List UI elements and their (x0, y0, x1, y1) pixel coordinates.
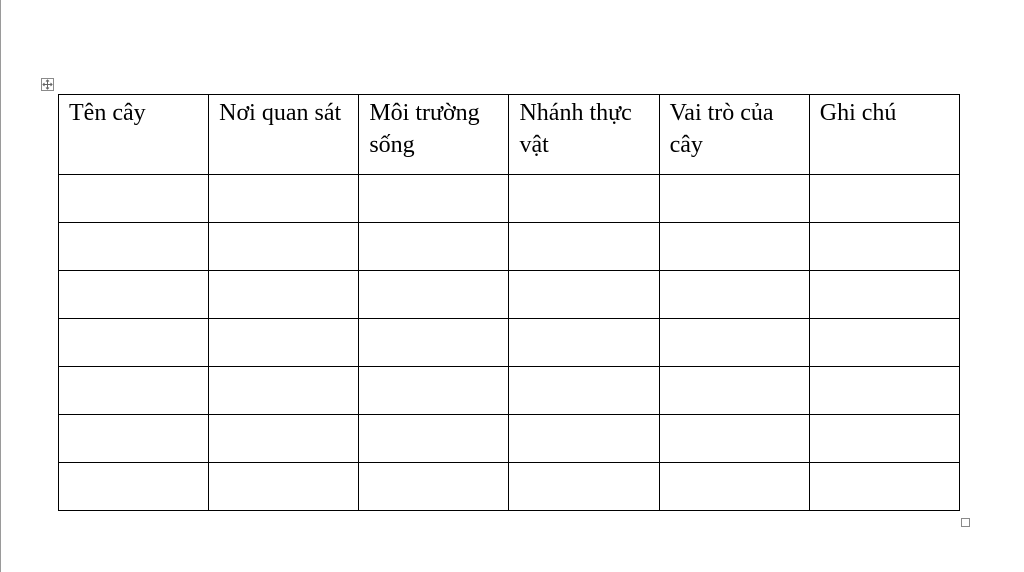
observation-table (58, 94, 960, 511)
table-cell[interactable] (209, 415, 359, 463)
table-body (59, 175, 960, 511)
header-moi-truong-song[interactable]: Môi trường sống (359, 95, 509, 175)
table-header-row (59, 95, 960, 175)
table-cell[interactable] (209, 175, 359, 223)
table-row (59, 367, 960, 415)
table-row (59, 271, 960, 319)
table-cell[interactable] (509, 319, 659, 367)
table-cell[interactable] (509, 415, 659, 463)
table-row (59, 223, 960, 271)
table-cell[interactable] (59, 319, 209, 367)
table-cell[interactable] (209, 223, 359, 271)
table-move-handle-icon[interactable] (41, 78, 54, 91)
table-cell[interactable] (809, 271, 959, 319)
table-row (59, 175, 960, 223)
table-cell[interactable] (509, 367, 659, 415)
header-nhanh-thuc-vat[interactable]: Nhánh thực vật (509, 95, 659, 175)
table-cell[interactable] (659, 367, 809, 415)
table-row (59, 463, 960, 511)
table-cell[interactable] (659, 319, 809, 367)
table-cell[interactable] (809, 463, 959, 511)
table-cell[interactable] (809, 223, 959, 271)
table-cell[interactable] (809, 415, 959, 463)
table-cell[interactable] (509, 223, 659, 271)
table-resize-handle-icon[interactable] (961, 518, 970, 527)
table-cell[interactable] (809, 319, 959, 367)
table-cell[interactable] (209, 271, 359, 319)
page-left-edge (0, 0, 1, 572)
table-cell[interactable] (659, 175, 809, 223)
table-cell[interactable] (659, 271, 809, 319)
table-row (59, 319, 960, 367)
header-noi-quan-sat[interactable]: Nơi quan sát (209, 95, 359, 175)
table-cell[interactable] (59, 415, 209, 463)
table-cell[interactable] (359, 223, 509, 271)
table-cell[interactable] (59, 367, 209, 415)
table-cell[interactable] (359, 463, 509, 511)
table-cell[interactable] (59, 271, 209, 319)
table-cell[interactable] (59, 175, 209, 223)
table-cell[interactable] (659, 223, 809, 271)
table-cell[interactable] (59, 223, 209, 271)
table-row (59, 415, 960, 463)
table-cell[interactable] (659, 415, 809, 463)
table-cell[interactable] (209, 463, 359, 511)
table-cell[interactable] (209, 319, 359, 367)
header-ghi-chu[interactable]: Ghi chú (809, 95, 959, 175)
table-cell[interactable] (359, 271, 509, 319)
table-cell[interactable] (359, 319, 509, 367)
table-cell[interactable] (509, 175, 659, 223)
table-cell[interactable] (359, 175, 509, 223)
table-cell[interactable] (509, 463, 659, 511)
table-cell[interactable] (809, 367, 959, 415)
table-cell[interactable] (59, 463, 209, 511)
table-cell[interactable] (209, 367, 359, 415)
table-cell[interactable] (509, 271, 659, 319)
table-cell[interactable] (659, 463, 809, 511)
header-ten-cay[interactable]: Tên cây (59, 95, 209, 175)
table-cell[interactable] (359, 367, 509, 415)
table-cell[interactable] (359, 415, 509, 463)
table-cell[interactable] (809, 175, 959, 223)
header-vai-tro-cua-cay[interactable]: Vai trò của cây (659, 95, 809, 175)
